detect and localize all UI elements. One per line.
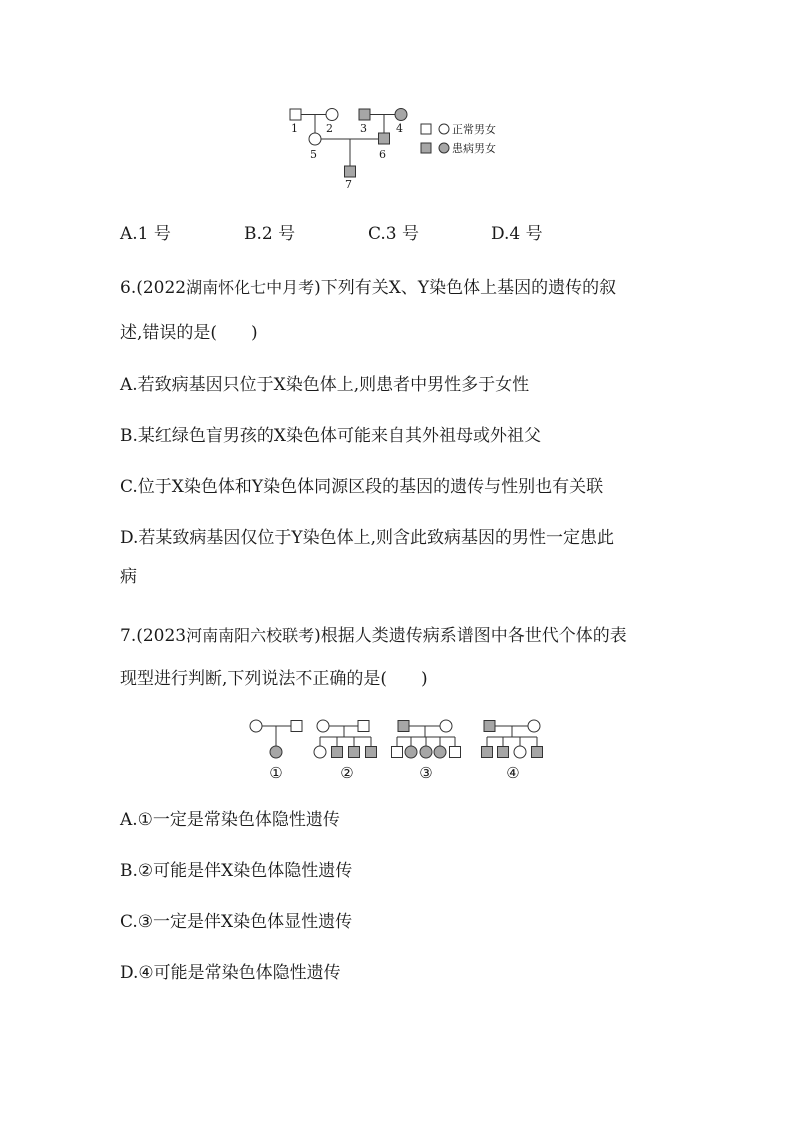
q6-stem-line1 (120, 277, 616, 299)
q6-stem-text: )下列有关X、Y染色体上基因的遗传的叙 (314, 278, 617, 298)
individual-1-normal-male (290, 109, 301, 120)
pedigree-4 (482, 720, 543, 758)
q6-stem-line2: 述,错误的是( ) (120, 323, 258, 343)
figure-label-2: ② (340, 764, 354, 782)
individual-6-affected-male (379, 133, 390, 144)
q7-source: 河南南阳六校联考 (186, 626, 315, 645)
legend-normal-male-icon (421, 124, 431, 134)
pedigree-figure-2 (240, 712, 560, 784)
label-5: 5 (310, 148, 317, 161)
q5-option-d[interactable]: D.4 号 (491, 224, 543, 244)
label-2: 2 (326, 122, 333, 135)
pedigree-figure-1 (280, 100, 520, 192)
label-6: 6 (379, 148, 386, 161)
q5-option-b[interactable]: B.2 号 (244, 224, 296, 244)
legend-affected-male-icon (421, 143, 431, 153)
figure-label-3: ③ (419, 764, 433, 782)
q5-option-a[interactable]: A.1 号 (120, 224, 171, 244)
q6-option-d[interactable]: D.若某致病基因仅位于Y染色体上,则含此致病基因的男性一定患此 (120, 528, 615, 548)
figure-label-1: ① (269, 764, 283, 782)
figure-label-4: ④ (506, 764, 520, 782)
individual-5-normal-female (309, 133, 321, 145)
label-3: 3 (360, 122, 367, 135)
q7-stem-line2: 现型进行判断,下列说法不正确的是( ) (120, 669, 428, 689)
q6-option-a[interactable]: A.若致病基因只位于X染色体上,则患者中男性多于女性 (120, 375, 530, 395)
individual-7-affected-male (345, 166, 356, 177)
label-4: 4 (396, 122, 403, 135)
q7-stem-text: )根据人类遗传病系谱图中各世代个体的表 (314, 626, 627, 646)
q5-option-c[interactable]: C.3 号 (368, 224, 420, 244)
q6-source: 湖南怀化七中月考 (186, 278, 315, 297)
q7-stem-line1 (120, 625, 627, 647)
legend-normal-label: 正常男女 (452, 123, 496, 136)
q6-option-d-continuation: 病 (120, 567, 137, 587)
label-7: 7 (345, 178, 352, 191)
q7-number: 7.(2023 (120, 626, 187, 646)
q6-option-b[interactable]: B.某红绿色盲男孩的X染色体可能来自其外祖母或外祖父 (120, 426, 541, 446)
q7-option-b[interactable]: B.②可能是伴X染色体隐性遗传 (120, 861, 353, 881)
q6-number: 6.(2022 (120, 278, 187, 298)
q7-option-d[interactable]: D.④可能是常染色体隐性遗传 (120, 963, 341, 983)
legend-affected-label: 患病男女 (452, 142, 496, 155)
legend-normal-female-icon (439, 124, 449, 134)
pedigree-3 (392, 720, 461, 758)
pedigree-2 (314, 720, 377, 758)
legend-affected-female-icon (439, 143, 449, 153)
pedigree-1 (250, 720, 302, 758)
label-1: 1 (291, 122, 298, 135)
q7-option-a[interactable]: A.①一定是常染色体隐性遗传 (120, 810, 340, 830)
q6-option-c[interactable]: C.位于X染色体和Y染色体同源区段的基因的遗传与性别也有关联 (120, 477, 604, 497)
individual-2-normal-female (326, 109, 338, 121)
individual-4-affected-female (395, 109, 407, 121)
q7-option-c[interactable]: C.③一定是伴X染色体显性遗传 (120, 912, 353, 932)
individual-3-affected-male (359, 109, 370, 120)
